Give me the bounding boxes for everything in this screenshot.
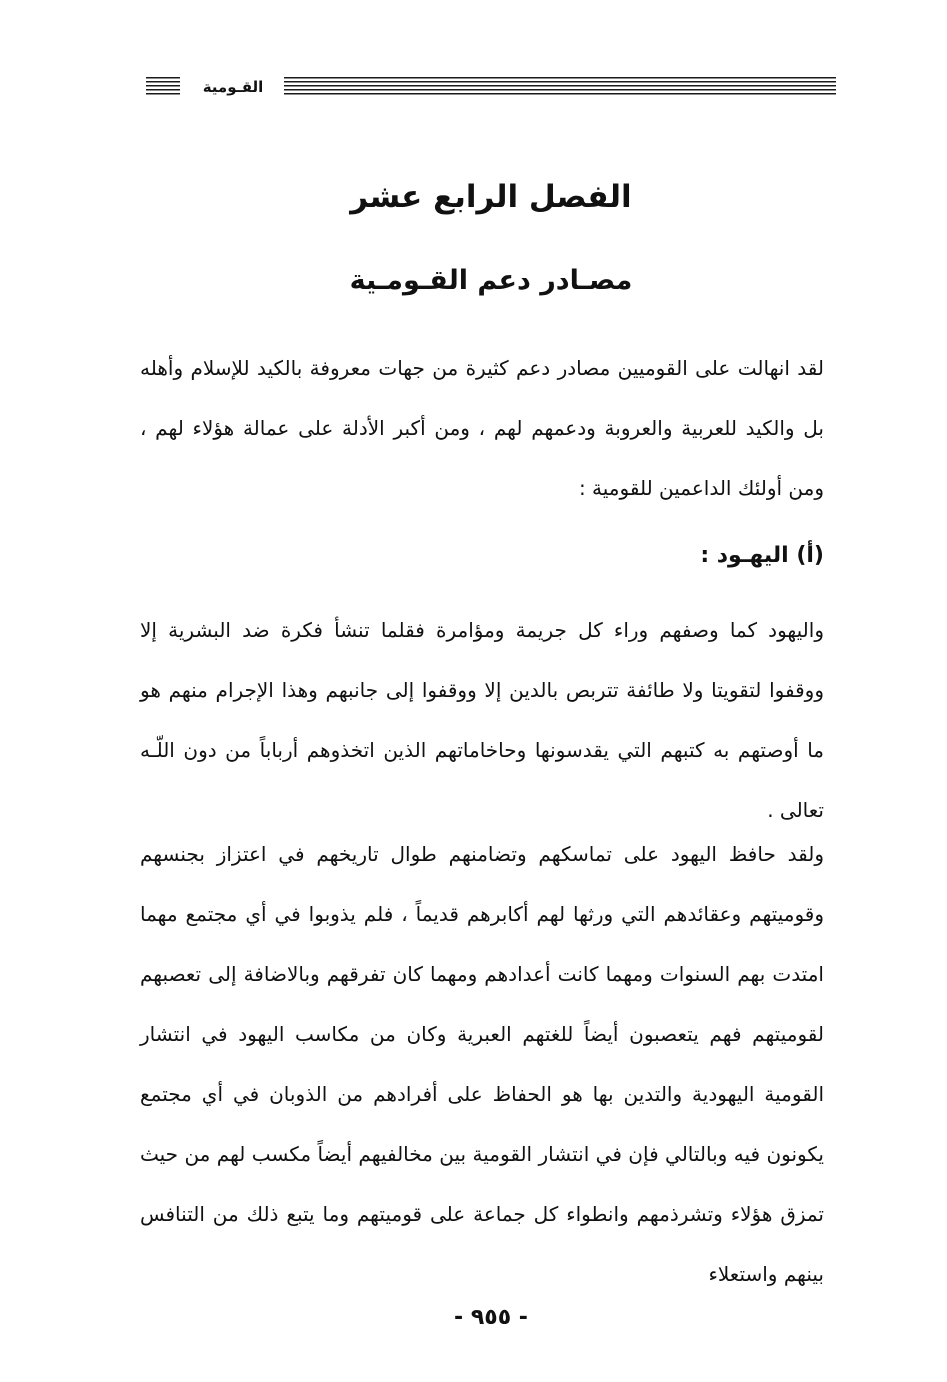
header-decorative-bars <box>146 77 180 97</box>
section-paragraph-2: ولقد حافظ اليهود على تماسكهم وتضامنهم طوال تاريخهم في اعتزاز بجنسهم وقوميتهم وعقائدهم التي ورثها لهم أكابرهم قديماً ، فلم يذوبوا في أي مجتمع مهما امتدت بهم السنوات ومهما كانت أعدادهم ومهما كان تفرقهم وبالاضافة إلى تعصبهم لقوميتهم فهم يتعصبون أيضاً للغتهم العبرية وكان من مكاسب اليهود في انتشار القومية اليهودية والتدين بها هو الحفاظ على أفرادهم من الذوبان في أي مجتمع يكونون فيه وبالتالي فإن في انتشار القومية بين مخالفيهم أيضاً مكسب لهم من حيث تمزق هؤلاء وتشرذمهم وانطواء كل جماعة على قوميتهم وما يتبع ذلك من التنافس بينهم واستعلاء <box>140 842 824 1286</box>
section-heading-jews: (أ) اليهـود : <box>700 543 824 568</box>
page-number: - ٩٥٥ - <box>454 1305 528 1330</box>
intro-paragraph: لقد انهالت على القوميين مصادر دعم كثيرة من جهات معروفة بالكيد للإسلام وأهله بل والكيد للعربية والعروبة ودعمهم لهم ، ومن أكبر الأدلة على عمالة هؤلاء لهم ، ومن أولئك الداعمين للقومية : <box>140 356 824 500</box>
chapter-title: الفصل الرابع عشر <box>350 179 632 215</box>
section-paragraph-1: واليهود كما وصفهم وراء كل جريمة ومؤامرة فقلما تنشأ فكرة ضد البشرية إلا ووقفوا لتقويتا ولا طائفة تتربص بالدين إلا ووقفوا إلى جانبهم وهذا الإجرام منهم هو ما أوصتهم به كتبهم التي يقدسونها وحاخاماتهم الذين اتخذوهم أرباباً من دون اللّـه تعالى . <box>140 618 824 822</box>
header-decorative-rule <box>284 77 836 97</box>
running-header <box>146 74 836 100</box>
chapter-subtitle: مصـادر دعم القـومـية <box>349 265 633 296</box>
running-title: القـومية <box>202 78 264 96</box>
